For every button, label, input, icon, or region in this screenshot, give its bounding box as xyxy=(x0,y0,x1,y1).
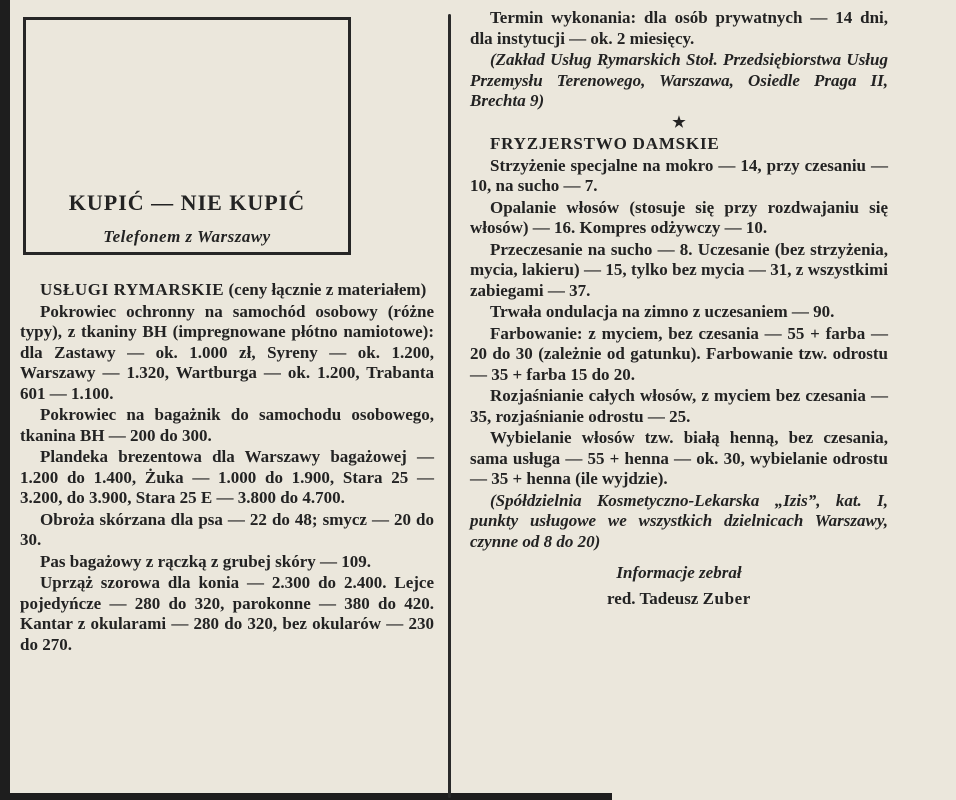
paragraph: Obroża skórzana dla psa — 22 do 48; smycz — 20 do 30. xyxy=(20,509,434,549)
section-note: (ceny łącznie z materiałem) xyxy=(224,280,427,299)
bottom-rule xyxy=(0,793,612,800)
column-divider xyxy=(448,14,451,798)
article-title: KUPIĆ — NIE KUPIĆ xyxy=(68,190,306,215)
paragraph: Farbowanie: z myciem, bez czesania — 55 + farba — 20 do 30 (zależnie od gatunku). Farbowanie tzw. odrostu — 35 + farba 15 do 20. xyxy=(470,323,888,384)
article-subtitle: Telefonem z Warszawy xyxy=(103,227,271,246)
source-note: (Zakład Usług Rymarskich Stoł. Przedsiębiorstwa Usług Przemysłu Terenowego, Warszawa, Osiedle Praga II, Brechta 9) xyxy=(470,50,888,110)
paragraph: Przeczesanie na sucho — 8. Uczesanie (bez strzyżenia, mycia, lakieru) — 15, tylko bez mycia — 31, z wszystkimi zabiegami — 37. xyxy=(470,239,888,300)
credit-surname: Zuber xyxy=(702,589,751,608)
section-heading-rymarskie xyxy=(20,280,434,301)
right-column xyxy=(470,8,888,612)
paragraph: Trwała ondulacja na zimno z uczesaniem — 90. xyxy=(490,302,835,321)
paragraph: Opalanie włosów (stosuje się przy rozdwajaniu się włosów) — 16. Kompres odżywczy — 10. xyxy=(470,197,888,237)
paragraph: Pokrowiec na bagażnik do samochodu osobowego, tkanina BH — 200 do 300. xyxy=(20,405,434,445)
paragraph: Wybielanie włosów tzw. białą henną, bez czesania, sama usługa — 55 + henna — ok. 30, wybielanie odrostu — 35 + henna (ile wyjdzie). xyxy=(470,428,888,488)
paragraph: Plandeka brezentowa dla Warszawy bagażowej — 1.200 do 1.400, Żuka — 1.000 do 1.900, Stara 25 — 3.200, do 3.900, Stara 25 E — 3.800 do 4.700. xyxy=(20,447,434,507)
source-note: (Spółdzielnia Kosmetyczno-Lekarska „Izis”, kat. I, punkty usługowe we wszystkich dzielnicach Warszawy, czynne od 8 do 20) xyxy=(470,490,888,551)
left-column xyxy=(20,280,434,656)
header-box xyxy=(23,17,351,255)
paragraph-intro: Termin wykonania: dla osób prywatnych — 14 dni, dla instytucji — ok. 2 miesięcy. xyxy=(470,8,888,48)
paragraph: Uprząż szorowa dla konia — 2.300 do 2.400. Lejce pojedyńcze — 280 do 320, parokonne — 380 do 420. Kantar z okularami — 280 do 320, bez okularów — 230 do 270. xyxy=(20,573,434,654)
credit-author xyxy=(470,586,888,612)
credit-prefix: red. Tadeusz xyxy=(607,589,703,608)
paragraph: Pas bagażowy z rączką z grubej skóry — 109. xyxy=(40,551,371,571)
credit-line: Informacje zebrał xyxy=(616,563,742,582)
page-edge-bar xyxy=(0,0,10,800)
paragraph: Pokrowiec ochronny na samochód osobowy (różne typy), z tkaniny BH (impregnowane płótno namiotowe): dla Zastawy — ok. 1.000 zł, Syreny — ok. 1.200, Warszawy — 1.320, Wartburga — ok. 1.200, Trabanta 601 — 1.100. xyxy=(20,301,434,403)
star-separator: ★ xyxy=(672,114,686,131)
paragraph: Strzyżenie specjalne na mokro — 14, przy czesaniu — 10, na sucho — 7. xyxy=(470,155,888,195)
section-title: USŁUGI RYMARSKIE xyxy=(40,280,225,299)
paragraph: Rozjaśnianie całych włosów, z myciem bez czesania — 35, rozjaśnianie odrostu — 25. xyxy=(470,386,888,426)
section-title-fryzjerstwo: FRYZJERSTWO DAMSKIE xyxy=(490,133,720,153)
credits xyxy=(470,560,888,612)
